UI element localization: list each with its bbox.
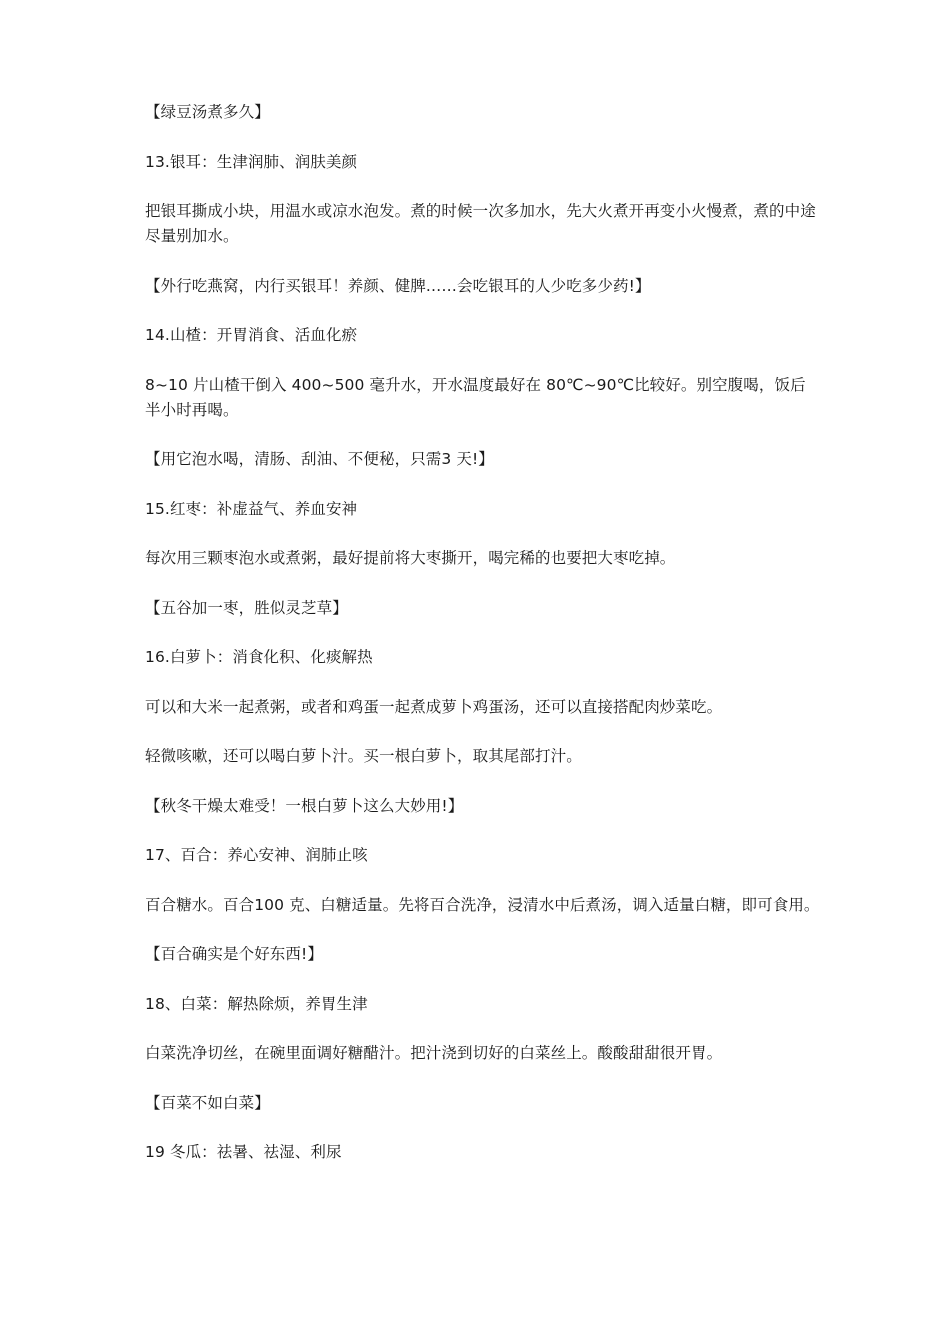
item-18-title: 18、白菜：解热除烦，养胃生津: [145, 994, 368, 1013]
item-13-text: 把银耳撕成小块，用温水或凉水泡发。煮的时候一次多加水，先大火煮开再变小火慢煮，煮的中途尽量别加水。: [145, 202, 816, 245]
item-17-title: 17、百合：养心安神、润肺止咳: [145, 846, 368, 864]
item-13-title: 13.银耳：生津润肺、润肤美颜: [145, 152, 358, 171]
heading-mung-bean-soup: 【绿豆汤煮多久】: [145, 103, 270, 121]
item-16-note: 【秋冬干燥太难受！一根白萝卜这么大妙用!】: [145, 796, 464, 815]
item-14-title: 14.山楂：开胃消食、活血化瘀: [145, 326, 358, 344]
item-19-title: 19 冬瓜：祛暑、祛湿、利尿: [145, 1143, 342, 1161]
item-15-title: 15.红枣：补虚益气、养血安神: [145, 499, 358, 518]
item-18-note: 【百菜不如白菜】: [145, 1093, 270, 1112]
item-14-note: 【用它泡水喝，清肠、刮油、不便秘，只需3 天!】: [145, 450, 494, 468]
item-15-note: 【五谷加一枣，胜似灵芝草】: [145, 598, 348, 617]
item-14-text: 8~10 片山楂干倒入 400~500 毫升水，开水温度最好在 80℃~90℃比较好。别空腹喝，饭后半小时再喝。: [145, 375, 806, 419]
document-body: [145, 100, 820, 1190]
item-15-text: 每次用三颗枣泡水或煮粥，最好提前将大枣撕开，喝完稀的也要把大枣吃掉。: [145, 549, 676, 567]
item-17-note: 【百合确实是个好东西!】: [145, 945, 323, 963]
item-18-text: 白菜洗净切丝，在碗里面调好糖醋汁。把汁浇到切好的白菜丝上。酸酸甜甜很开胃。: [145, 1044, 723, 1062]
item-16-text-1: 可以和大米一起煮粥，或者和鸡蛋一起煮成萝卜鸡蛋汤，还可以直接搭配肉炒菜吃。: [145, 697, 723, 716]
item-17-text: 百合糖水。百合100 克、白糖适量。先将百合洗净，浸清水中后煮汤，调入适量白糖，即可食用。: [145, 895, 820, 914]
item-16-title: 16.白萝卜：消食化积、化痰解热: [145, 648, 373, 666]
item-13-note: 【外行吃燕窝，内行买银耳！养颜、健脾……会吃银耳的人少吃多少药!】: [145, 276, 651, 295]
item-16-text-2: 轻微咳嗽，还可以喝白萝卜汁。买一根白萝卜，取其尾部打汁。: [145, 747, 582, 765]
